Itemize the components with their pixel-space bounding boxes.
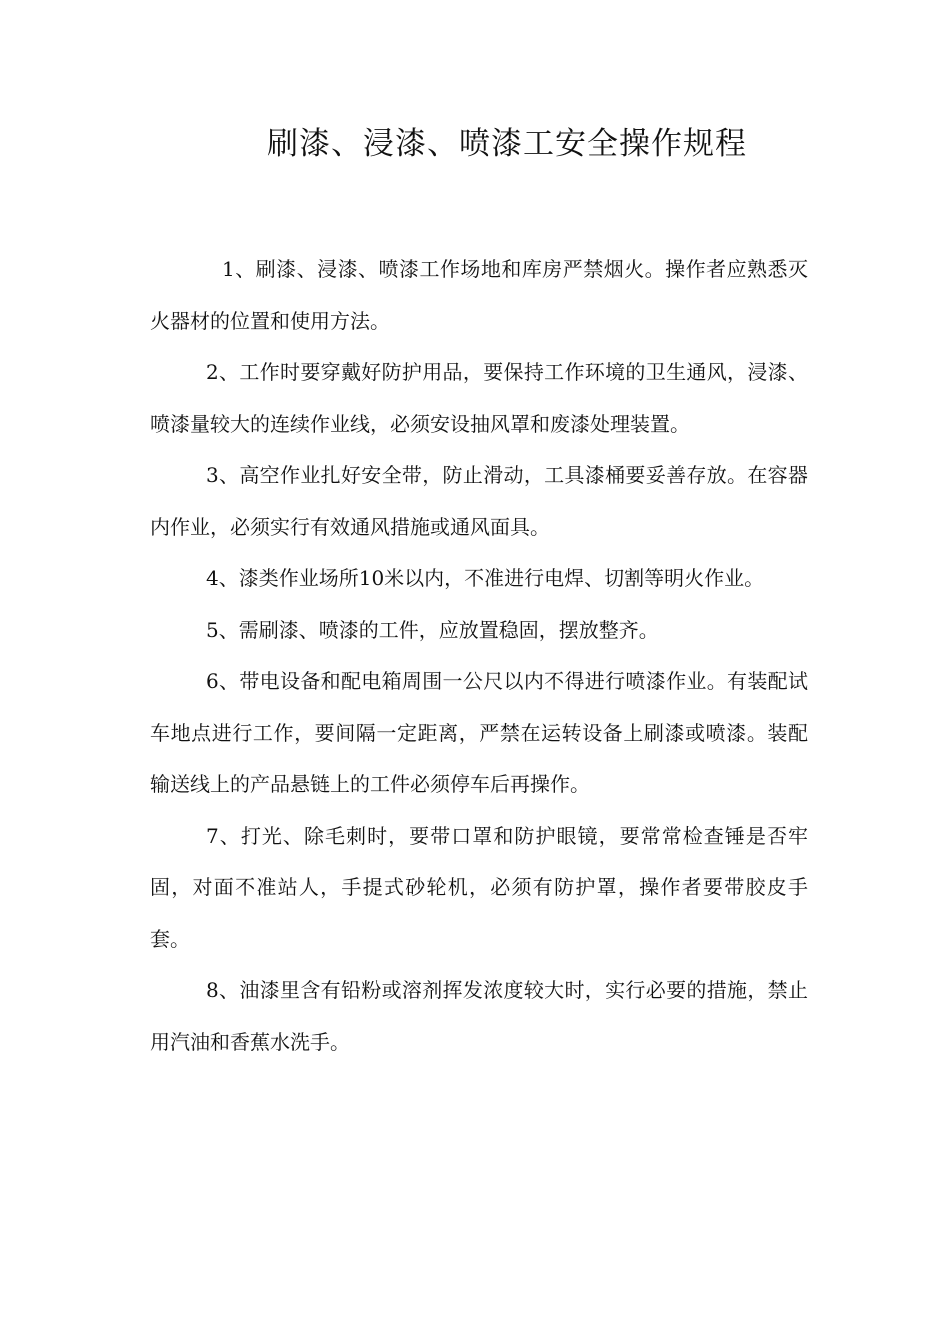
document-title: 刷漆、浸漆、喷漆工安全操作规程 [267,126,747,162]
rule-paragraph-8: 8、油漆里含有铅粉或溶剂挥发浓度较大时，实行必要的措施，禁止用汽油和香蕉水洗手。 [150,978,808,1054]
rule-paragraph-1: 1、刷漆、浸漆、喷漆工作场地和库房严禁烟火。操作者应熟悉灭火器材的位置和使用方法。 [150,257,808,333]
rule-paragraph-2: 2、工作时要穿戴好防护用品，要保持工作环境的卫生通风，浸漆、喷漆量较大的连续作业线，必须安设抽风罩和废漆处理装置。 [150,360,808,436]
rule-paragraph-7: 7、打光、除毛刺时，要带口罩和防护眼镜，要常常检查锤是否牢固，对面不准站人，手提式砂轮机，必须有防护罩，操作者要带胶皮手套。 [150,823,808,951]
rule-paragraph-4: 4、漆类作业场所10米以内，不准进行电焊、切割等明火作业。 [206,566,765,590]
rule-paragraph-5: 5、需刷漆、喷漆的工件，应放置稳固，摆放整齐。 [206,617,659,642]
rule-paragraph-6: 6、带电设备和配电箱周围一公尺以内不得进行喷漆作业。有装配试车地点进行工作，要间隔一定距离，严禁在运转设备上刷漆或喷漆。装配输送线上的产品悬链上的工件必须停车后再操作。 [150,669,808,796]
rule-paragraph-3: 3、高空作业扎好安全带，防止滑动，工具漆桶要妥善存放。在容器内作业，必须实行有效通风措施或通风面具。 [150,463,808,539]
document-body [150,244,808,1068]
